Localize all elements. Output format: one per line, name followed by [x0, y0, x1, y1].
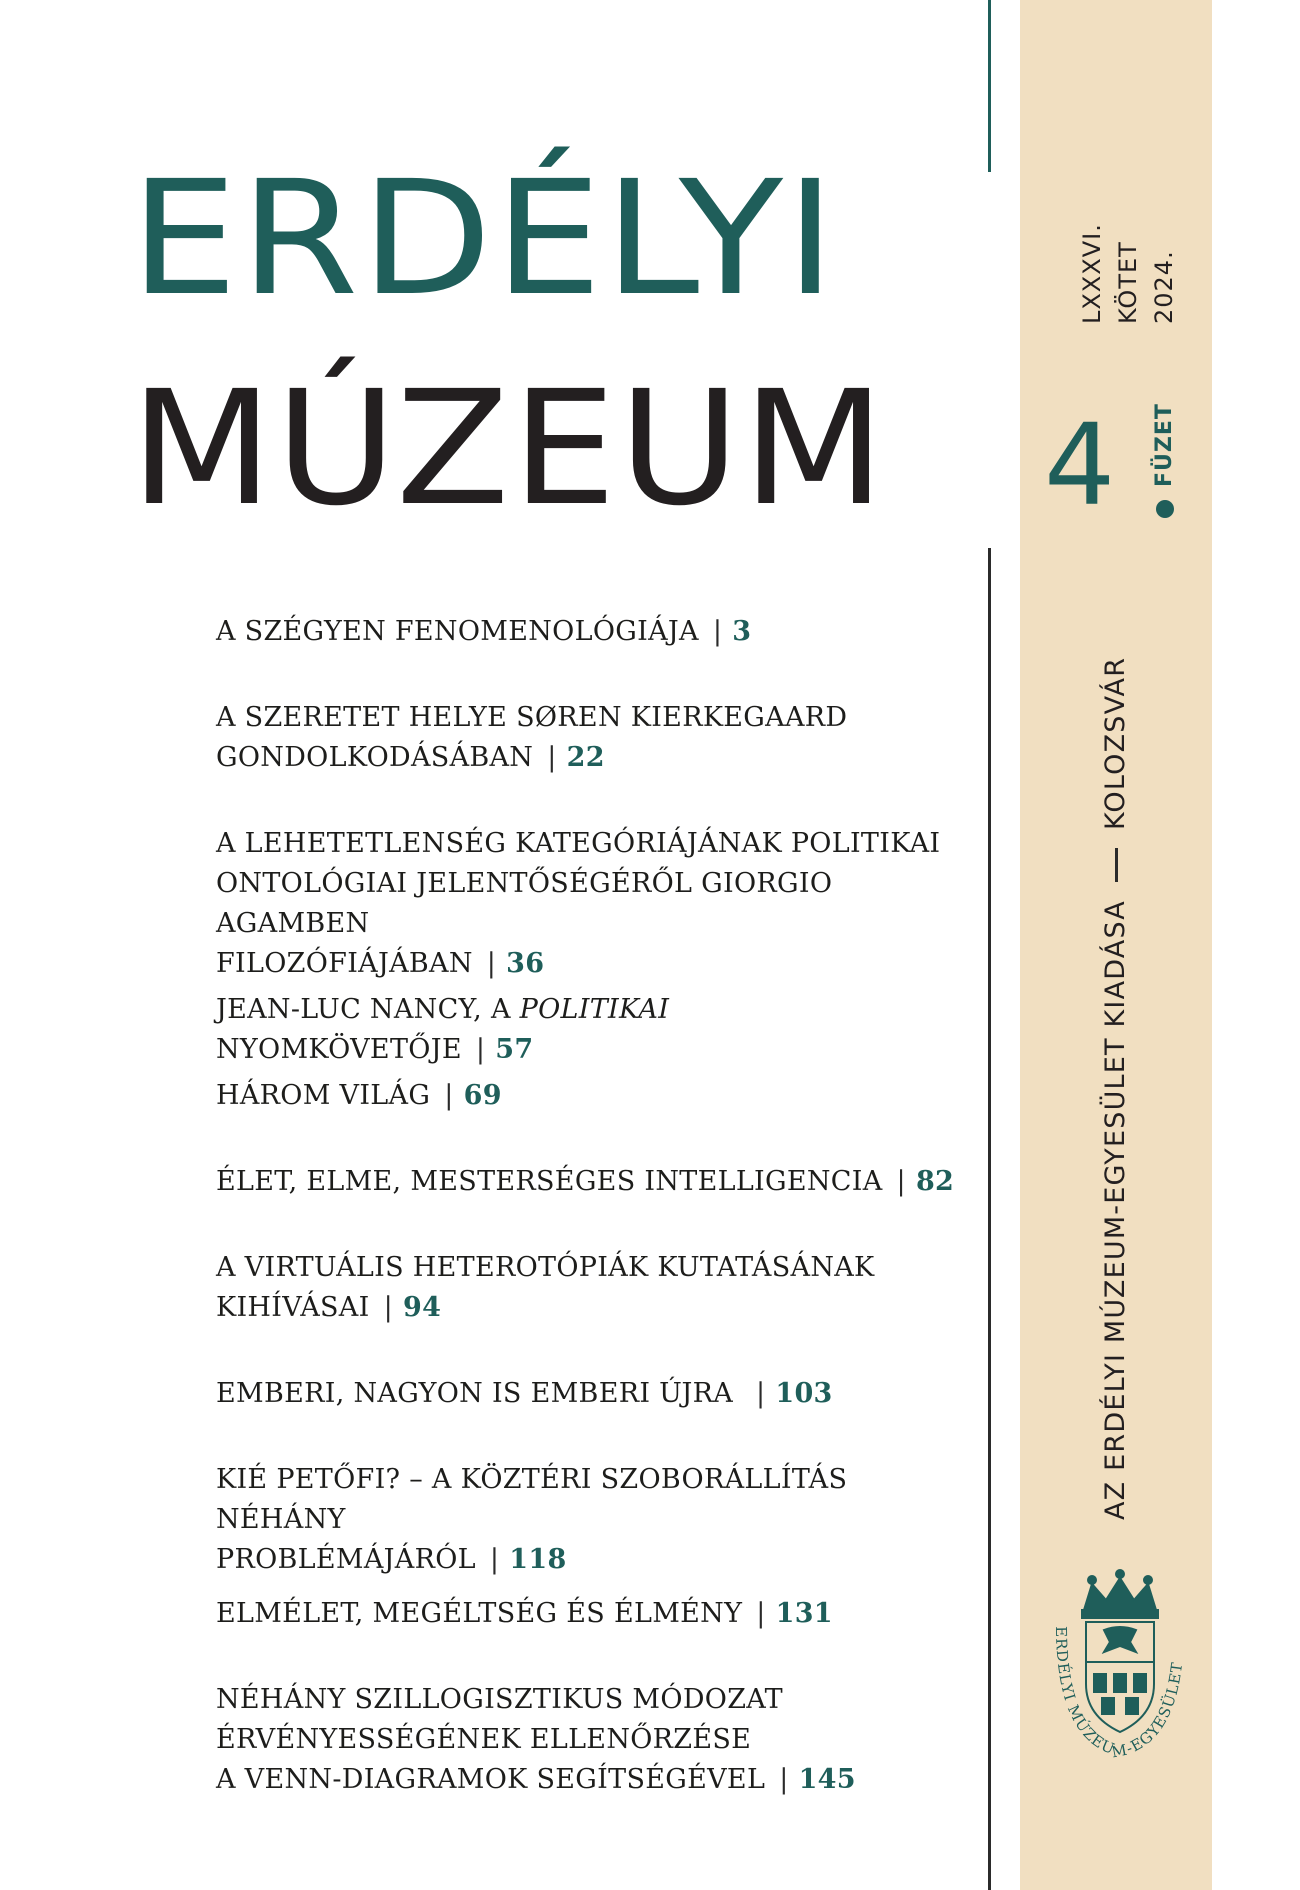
toc-entry: NÉHÁNY SZILLOGISZTIKUS MÓDOZAT ÉRVÉNYESSÉGÉNEK ELLENŐRZÉSE A VENN-DIAGRAMOK SEGÍTSÉGÉVEL | 145 [216, 1684, 856, 1795]
toc-entry-title: A VENN-DIAGRAMOK SEGÍTSÉGÉVEL [216, 1764, 766, 1795]
toc-entry-page: 82 [915, 1166, 955, 1197]
toc-entry: A SZÉGYEN FENOMENOLÓGIÁJA | 3 [216, 616, 752, 647]
toc-entry: A VIRTUÁLIS HETEROTÓPIÁK KUTATÁSÁNAK KIHÍVÁSAI | 94 [216, 1252, 875, 1323]
toc-entry-page: 145 [798, 1764, 856, 1795]
toc-entry-page: 3 [732, 616, 752, 647]
publisher-line [1100, 657, 1131, 1520]
issue-label: FÜZET [1152, 403, 1177, 487]
toc-entry-title: NYOMKÖVETŐJE [216, 1034, 462, 1065]
journal-title-line1: ERDÉLYI [130, 147, 838, 331]
year: 2024. [1150, 250, 1178, 324]
seal-text: ERDÉLYI MÚZEUM-EGYESÜLET [1051, 1626, 1187, 1762]
toc-entry-title: PROBLÉMÁJÁRÓL [216, 1544, 476, 1575]
toc-entry-page: 131 [775, 1598, 833, 1629]
journal-title-line2: MÚZEUM [130, 357, 888, 541]
toc-entry-title: GONDOLKODÁSÁBAN [216, 742, 534, 773]
volume-label: KÖTET [1114, 241, 1142, 324]
toc-entry-title: A SZERETET HELYE SØREN KIERKEGAARD [216, 702, 848, 733]
toc-entry-page: 57 [495, 1034, 534, 1065]
publisher-divider [1115, 848, 1118, 882]
toc-entry: A LEHETETLENSÉG KATEGÓRIÁJÁNAK POLITIKAI ONTOLÓGIAI JELENTŐSÉGÉRŐL GIORGIO AGAMBEN FILOZÓFIÁJÁBAN | 36 [216, 828, 941, 979]
toc-entry: A SZERETET HELYE SØREN KIERKEGAARD GONDOLKODÁSÁBAN | 22 [216, 702, 848, 773]
toc-entry-page: 22 [566, 742, 605, 773]
toc-entry-title: EMBERI, NAGYON IS EMBERI ÚJRA [216, 1378, 742, 1409]
masthead-rule-top [988, 0, 991, 172]
toc-entry-title: FILOZÓFIÁJÁBAN [216, 948, 473, 979]
publisher-name: AZ ERDÉLYI MÚZEUM-EGYESÜLET KIADÁSA [1100, 900, 1131, 1520]
toc-entry: ÉLET, ELME, MESTERSÉGES INTELLIGENCIA | 82 [216, 1166, 955, 1197]
toc-entry-title: ÉLET, ELME, MESTERSÉGES INTELLIGENCIA [216, 1166, 883, 1197]
toc-entry: EMBERI, NAGYON IS EMBERI ÚJRA | 103 [216, 1378, 833, 1409]
toc-entry: KIÉ PETŐFI? – A KÖZTÉRI SZOBORÁLLÍTÁS NÉHÁNY PROBLÉMÁJÁRÓL | 118 [216, 1464, 848, 1575]
toc-entry-title: A LEHETETLENSÉG KATEGÓRIÁJÁNAK POLITIKAI [216, 828, 941, 859]
toc-entry-title-italic: POLITIKAI [519, 994, 670, 1025]
issue-dot [1156, 500, 1174, 518]
toc-entry-title: NÉHÁNY SZILLOGISZTIKUS MÓDOZAT [216, 1684, 783, 1715]
volume-info [1080, 184, 1188, 324]
toc-entry-page: 103 [775, 1378, 833, 1409]
toc-entry-title: JEAN-LUC NANCY, A [216, 994, 520, 1025]
toc-entry-title: ÉRVÉNYESSÉGÉNEK ELLENŐRZÉSE [216, 1724, 752, 1755]
toc-entry-page: 36 [506, 948, 545, 979]
toc-entry-title: A VIRTUÁLIS HETEROTÓPIÁK KUTATÁSÁNAK [216, 1252, 875, 1283]
masthead-rule-bottom [988, 548, 991, 1890]
toc-entry-title: HÁROM VILÁG [216, 1080, 431, 1111]
toc-entry-page: 94 [402, 1292, 442, 1323]
toc-entry-title: KIÉ PETŐFI? – A KÖZTÉRI SZOBORÁLLÍTÁS NÉHÁNY [216, 1464, 848, 1535]
toc-entry-title: ONTOLÓGIAI JELENTŐSÉGÉRŐL GIORGIO AGAMBEN [216, 868, 833, 939]
toc-entry: ELMÉLET, MEGÉLTSÉG ÉS ÉLMÉNY | 131 [216, 1598, 833, 1629]
toc-entry: JEAN-LUC NANCY, A POLITIKAI NYOMKÖVETŐJE | 57 [216, 994, 670, 1065]
issue-number: 4 [1044, 401, 1116, 531]
toc-entry-page: 69 [463, 1080, 502, 1111]
publisher-city: KOLOZSVÁR [1100, 656, 1131, 831]
toc-entry-title: A SZÉGYEN FENOMENOLÓGIÁJA [216, 616, 699, 647]
toc-entry-page: 118 [509, 1544, 567, 1575]
toc-entry: HÁROM VILÁG | 69 [216, 1080, 502, 1111]
toc-entry-title: KIHÍVÁSAI [216, 1292, 370, 1323]
society-seal-icon [1032, 1566, 1208, 1768]
toc-entry-title: ELMÉLET, MEGÉLTSÉG ÉS ÉLMÉNY [216, 1598, 743, 1629]
volume-number: LXXXVI. [1078, 223, 1106, 324]
